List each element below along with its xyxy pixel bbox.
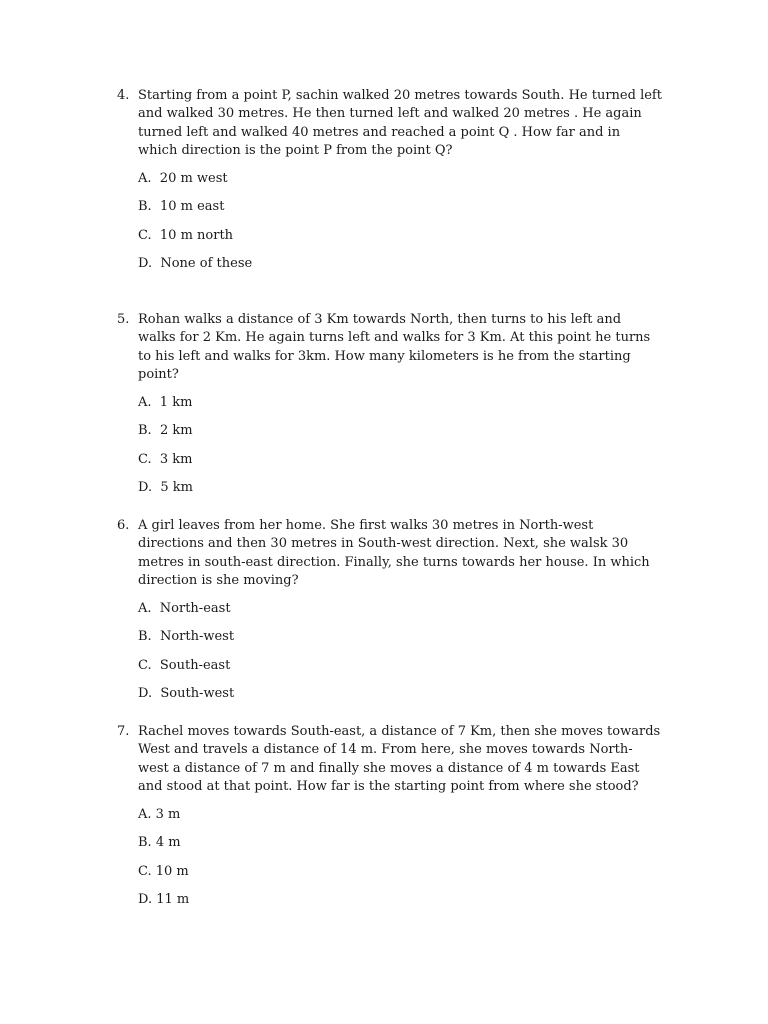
option-a (138, 600, 662, 628)
option-letter: D. (138, 891, 157, 907)
option-letter: A. (138, 807, 156, 823)
question-4 (117, 87, 662, 283)
option-letter: D. (138, 685, 161, 701)
option-letter: A. (138, 395, 160, 411)
option-text: North-east (159, 601, 231, 617)
option-c (138, 657, 662, 685)
option-text: None of these (160, 255, 253, 271)
option-letter: C. (138, 451, 160, 467)
option-d (138, 685, 662, 713)
option-text: 4 m (155, 835, 181, 851)
option-text: 10 m (155, 863, 189, 879)
option-a (138, 170, 662, 198)
option-text: 10 m north (159, 227, 234, 243)
option-b (138, 628, 662, 656)
option-letter: D. (138, 479, 161, 495)
option-b (138, 834, 662, 862)
option-letter: B. (138, 835, 156, 851)
option-text: 3 m (155, 807, 181, 823)
option-text: 5 km (160, 479, 193, 495)
option-list (138, 806, 662, 919)
option-d (138, 479, 662, 507)
option-letter: C. (138, 227, 160, 243)
option-letter: C. (138, 863, 156, 879)
option-d (138, 891, 662, 919)
question-header (117, 517, 662, 590)
option-list (138, 394, 662, 507)
question-text: Rohan walks a distance of 3 Km towards North, then turns to his left and walks for 2 Km. He again turns left and walks for 3 Km. At this point he turns to his left and walks for 3km. How many kilometers is he from the starting point? (138, 312, 651, 382)
option-text: 2 km (159, 423, 193, 439)
option-text: 20 m west (159, 171, 228, 187)
question-number: 5. (117, 312, 130, 327)
option-letter: C. (138, 657, 160, 673)
option-text: 3 km (159, 451, 193, 467)
question-5 (117, 311, 662, 507)
option-text: 11 m (156, 891, 190, 907)
question-number: 4. (117, 88, 130, 103)
option-letter: D. (138, 255, 161, 271)
question-number: 7. (117, 724, 130, 739)
option-b (138, 422, 662, 450)
option-text: North-west (159, 629, 235, 645)
question-number: 6. (117, 518, 130, 533)
option-text: South-west (160, 685, 235, 701)
option-text: 1 km (159, 395, 193, 411)
question-header (117, 723, 662, 796)
option-letter: B. (138, 199, 160, 215)
option-text: South-east (159, 657, 231, 673)
option-list (138, 600, 662, 713)
question-text: Rachel moves towards South-east, a distance of 7 Km, then she moves towards West and travels a distance of 14 m. From here, she moves towards North-west a distance of 7 m and finally she moves a distance of 4 m towards East and stood at that point. How far is the starting point from where she stood? (138, 724, 661, 794)
option-letter: B. (138, 423, 160, 439)
option-c (138, 863, 662, 891)
option-d (138, 255, 662, 283)
question-7 (117, 723, 662, 919)
option-a (138, 806, 662, 834)
option-c (138, 451, 662, 479)
question-6 (117, 517, 662, 713)
option-list (138, 170, 662, 283)
option-c (138, 227, 662, 255)
option-letter: A. (138, 171, 160, 187)
question-text: A girl leaves from her home. She first walks 30 metres in North-west directions and then 30 metres in South-west direction. Next, she walsk 30 metres in south-east direction. Finally, she turns towards her house. In which direction is she moving? (138, 518, 650, 588)
option-b (138, 198, 662, 226)
question-text: Starting from a point P, sachin walked 20 metres towards South. He turned left and walked 30 metres. He then turned left and walked 20 metres . He again turned left and walked 40 metres and reached a point Q . How far and in which direction is the point P from the point Q? (138, 88, 662, 158)
question-header (117, 311, 662, 384)
option-letter: B. (138, 629, 160, 645)
option-text: 10 m east (159, 199, 225, 215)
option-a (138, 394, 662, 422)
question-header (117, 87, 662, 160)
option-letter: A. (138, 601, 160, 617)
